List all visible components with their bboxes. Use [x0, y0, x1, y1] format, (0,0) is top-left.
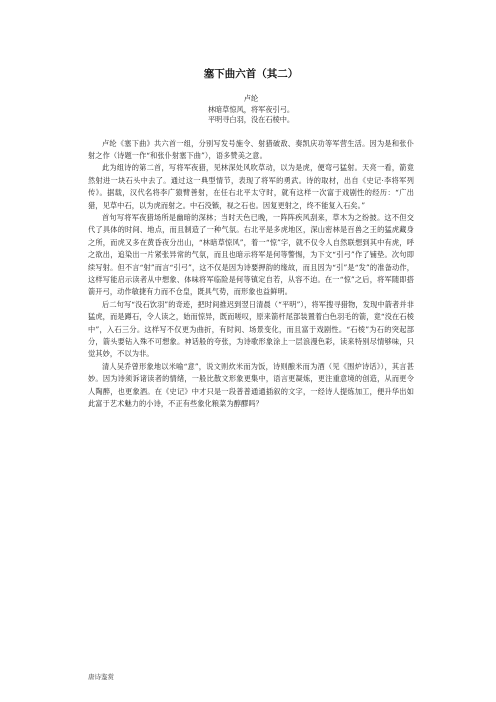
- poem-title: 塞下曲六首（其二）: [203, 68, 299, 80]
- poem-line: 平明寻白羽，没在石棱中。: [207, 115, 295, 124]
- poem-line: 林暗草惊风，将军夜引弓。: [207, 104, 295, 114]
- footer-label: 唐诗鉴赏: [88, 673, 114, 681]
- commentary-paragraph: 首句写将军夜猎场所是幽暗的深林；当时天色已晚，一阵阵疾风刮来，草木为之纷披。这不但交代了具体的时间、地点，而且制造了一种气氛。右北平是多虎地区，深山密林是百兽之王的猛虎藏身之所，而虎又多在黄昏夜分出山，“林暗草惊风”，着一“惊”字，就不仅令人自然联想到其中有虎，呼之欲出，追染出一片紧张异常的气氛，而且也暗示将军是何等警惕，为下文“引弓”作了铺垫。次句即续写射。但不言“射”而言“引弓”，这不仅是因为诗要押韵的缘故，而且因为“引”是“发”的准备动作，这样写能启示读者从中想象、体味将军临险是何等镇定自若，从容不迫。在一“惊”之后，将军随即搭箭开弓，动作敏捷有力而不仓皇，既具气势，而形象也益鲜明。: [88, 212, 414, 297]
- commentary: [88, 138, 414, 411]
- commentary-paragraph: 此为组诗的第二首，写将军夜猎，见林深处风吹草动，以为是虎，便弯弓猛射。天亮一看，箭竟然射进一块石头中去了。通过这一典型情节，表现了将军的勇武。诗的取材，出自《史记·李将军列传》。据载，汉代名将李广猿臂善射，在任右北平太守时，就有这样一次富于戏剧性的经历：“广出猎，见草中石，以为虎而射之。中石没镞，视之石也。因复更射之，终不能复入石矣。”: [88, 163, 414, 210]
- poem-author: 卢纶: [243, 94, 259, 103]
- commentary-paragraph: 卢纶《塞下曲》共六首一组，分别写发号施令、射猎破敌、奏凯庆功等军营生活。因为是和张仆射之作（诗题一作“和张仆射塞下曲”），语多赞美之意。: [88, 138, 414, 160]
- commentary-paragraph: 后二句写“没石饮羽”的奇迹，把时间推迟到翌日清晨（“平明”），将军搜寻猎物，发现中箭者并非猛虎，而是蹲石，令人读之，始而惊异，既而嗟叹，原来箭杆尾部装置着白色羽毛的箭，竟“没在石棱中”，入石三分。这样写不仅更为曲折，有时间、场景变化，而且富于戏剧性。“石棱”为石的突起部分，箭头要钻入殊不可想象。神话般的夸张，为诗歌形象涂上一层浪漫色彩，读来特别尽情够味，只觉其妙，不以为非。: [88, 299, 414, 359]
- document-page: [88, 66, 414, 410]
- poem-block: [88, 94, 414, 126]
- commentary-paragraph: 清人吴乔曾形象地以米喻“意”，说文则炊米而为饭，诗则酿米而为酒（见《围炉诗话》），其言甚妙。因为诗须诉诸读者的情绪，一般比散文形象更集中，语言更凝炼，更注重意境的创造，从而更令人陶醉，也更象酒。在《史记》中才只是一段普普通通插叙的文字，一经诗人提炼加工，便升华出如此富于艺术魅力的小诗，不正有些象化粮菜为醇醪吗？: [88, 361, 414, 409]
